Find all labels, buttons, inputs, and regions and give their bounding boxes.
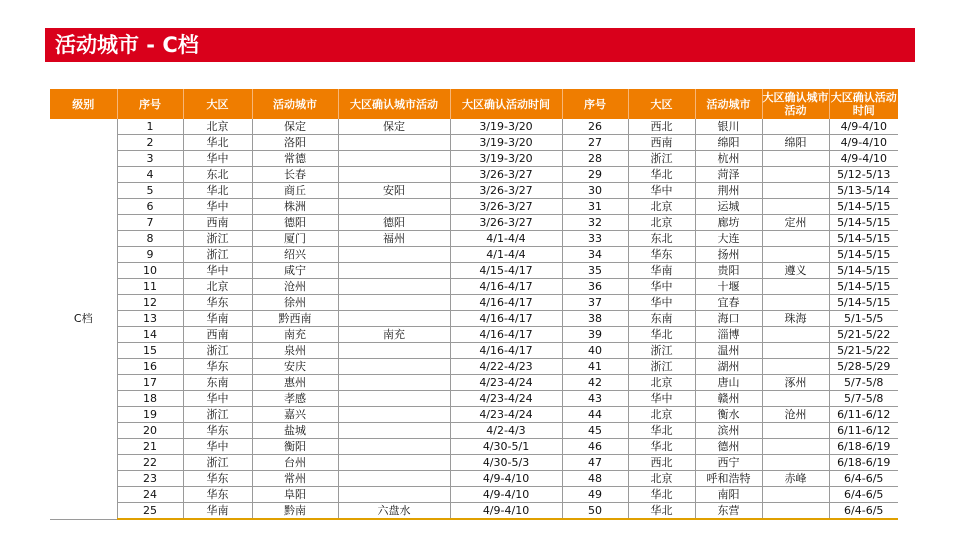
cell-city: 长春	[252, 167, 338, 183]
cell-index: 5	[117, 183, 183, 199]
cell-region-2: 华北	[628, 327, 695, 343]
cell-region: 华东	[183, 487, 252, 503]
cell-index-2: 40	[562, 343, 628, 359]
cell-region-2: 华南	[628, 263, 695, 279]
header-confirmed-city: 大区确认城市活动	[338, 89, 450, 119]
cell-index: 23	[117, 471, 183, 487]
cell-index: 19	[117, 407, 183, 423]
cell-confirmed-city-2: 沧州	[762, 407, 829, 423]
table-row	[50, 311, 898, 327]
cell-confirmed-time: 4/2-4/3	[450, 423, 562, 439]
cell-confirmed-city-2: 绵阳	[762, 135, 829, 151]
cell-city: 沧州	[252, 279, 338, 295]
cell-confirmed-time: 4/16-4/17	[450, 343, 562, 359]
cell-index-2: 44	[562, 407, 628, 423]
cell-index: 21	[117, 439, 183, 455]
cell-city: 南充	[252, 327, 338, 343]
tier-cell: C档	[50, 119, 117, 519]
cell-region: 浙江	[183, 455, 252, 471]
cell-index-2: 45	[562, 423, 628, 439]
cell-region-2: 东南	[628, 311, 695, 327]
cell-index: 7	[117, 215, 183, 231]
cell-region-2: 华北	[628, 439, 695, 455]
cell-confirmed-time-2: 6/4-6/5	[829, 503, 898, 520]
table-row	[50, 439, 898, 455]
cell-city-2: 德州	[695, 439, 762, 455]
cell-index-2: 50	[562, 503, 628, 520]
cell-region-2: 西北	[628, 119, 695, 135]
table-row	[50, 487, 898, 503]
cell-confirmed-city-2: 定州	[762, 215, 829, 231]
cell-confirmed-time-2: 4/9-4/10	[829, 135, 898, 151]
cell-city: 徐州	[252, 295, 338, 311]
cell-confirmed-city-2: 珠海	[762, 311, 829, 327]
header-city-2: 活动城市	[695, 89, 762, 119]
cell-confirmed-city-2	[762, 439, 829, 455]
cell-city: 绍兴	[252, 247, 338, 263]
cell-confirmed-time-2: 5/21-5/22	[829, 343, 898, 359]
cell-region-2: 华中	[628, 295, 695, 311]
cell-city-2: 西宁	[695, 455, 762, 471]
cell-index: 16	[117, 359, 183, 375]
table-row	[50, 247, 898, 263]
cell-confirmed-city-2	[762, 183, 829, 199]
cell-city-2: 扬州	[695, 247, 762, 263]
cell-confirmed-time-2: 4/9-4/10	[829, 119, 898, 135]
cell-confirmed-city-2	[762, 455, 829, 471]
cell-city: 孝感	[252, 391, 338, 407]
cell-confirmed-city: 德阳	[338, 215, 450, 231]
cell-index-2: 48	[562, 471, 628, 487]
cell-confirmed-time-2: 6/11-6/12	[829, 423, 898, 439]
cell-city-2: 衡水	[695, 407, 762, 423]
cell-index-2: 31	[562, 199, 628, 215]
cell-region: 北京	[183, 119, 252, 135]
cell-index: 18	[117, 391, 183, 407]
cell-confirmed-city	[338, 199, 450, 215]
page-title: 活动城市 - C档	[55, 33, 199, 57]
cell-confirmed-city-2	[762, 503, 829, 520]
cell-index: 2	[117, 135, 183, 151]
cell-region-2: 北京	[628, 199, 695, 215]
cell-index: 20	[117, 423, 183, 439]
cell-confirmed-time-2: 5/28-5/29	[829, 359, 898, 375]
cell-index-2: 33	[562, 231, 628, 247]
table-row	[50, 231, 898, 247]
cell-region-2: 浙江	[628, 343, 695, 359]
header-region-2: 大区	[628, 89, 695, 119]
cell-index-2: 43	[562, 391, 628, 407]
cell-confirmed-city	[338, 439, 450, 455]
cell-confirmed-time-2: 5/21-5/22	[829, 327, 898, 343]
cell-region: 东南	[183, 375, 252, 391]
cell-confirmed-time-2: 5/14-5/15	[829, 231, 898, 247]
cell-confirmed-time: 4/16-4/17	[450, 311, 562, 327]
cell-confirmed-city	[338, 135, 450, 151]
cell-city: 保定	[252, 119, 338, 135]
cell-confirmed-time-2: 6/4-6/5	[829, 471, 898, 487]
cell-index-2: 29	[562, 167, 628, 183]
cell-city-2: 贵阳	[695, 263, 762, 279]
cell-city-2: 大连	[695, 231, 762, 247]
cell-region: 华南	[183, 503, 252, 520]
cell-confirmed-time: 4/22-4/23	[450, 359, 562, 375]
cell-index: 13	[117, 311, 183, 327]
table-body	[50, 119, 898, 519]
cell-region: 浙江	[183, 247, 252, 263]
cell-confirmed-city-2	[762, 343, 829, 359]
cell-confirmed-time: 4/16-4/17	[450, 327, 562, 343]
cell-city: 黔南	[252, 503, 338, 520]
cell-city: 惠州	[252, 375, 338, 391]
cell-index: 3	[117, 151, 183, 167]
cell-index: 11	[117, 279, 183, 295]
cell-confirmed-city	[338, 279, 450, 295]
cell-confirmed-time-2: 5/14-5/15	[829, 263, 898, 279]
cell-confirmed-time-2: 6/11-6/12	[829, 407, 898, 423]
cell-confirmed-city: 保定	[338, 119, 450, 135]
header-index-2: 序号	[562, 89, 628, 119]
cell-confirmed-time: 4/23-4/24	[450, 391, 562, 407]
cell-confirmed-time: 4/30-5/1	[450, 439, 562, 455]
cell-city-2: 杭州	[695, 151, 762, 167]
cell-region: 华中	[183, 199, 252, 215]
cell-confirmed-time: 3/26-3/27	[450, 183, 562, 199]
cell-confirmed-time: 4/1-4/4	[450, 231, 562, 247]
cell-confirmed-time-2: 5/7-5/8	[829, 391, 898, 407]
cell-city: 衡阳	[252, 439, 338, 455]
cell-confirmed-time: 4/16-4/17	[450, 295, 562, 311]
header-city: 活动城市	[252, 89, 338, 119]
table-row	[50, 119, 898, 135]
table-row	[50, 279, 898, 295]
table-row	[50, 199, 898, 215]
cell-city: 安庆	[252, 359, 338, 375]
cell-city-2: 宜春	[695, 295, 762, 311]
header-confirmed-time-2: 大区确认活动时间	[830, 91, 897, 117]
table-row	[50, 151, 898, 167]
cell-confirmed-time: 3/19-3/20	[450, 135, 562, 151]
cell-confirmed-city	[338, 247, 450, 263]
cell-index-2: 35	[562, 263, 628, 279]
cell-city-2: 湖州	[695, 359, 762, 375]
cell-region-2: 北京	[628, 471, 695, 487]
cell-confirmed-city	[338, 487, 450, 503]
cell-region: 华中	[183, 263, 252, 279]
cell-region: 华北	[183, 135, 252, 151]
cell-confirmed-city-2	[762, 279, 829, 295]
cell-city-2: 廊坊	[695, 215, 762, 231]
cell-region-2: 华北	[628, 503, 695, 520]
cell-index: 14	[117, 327, 183, 343]
cell-region: 北京	[183, 279, 252, 295]
cell-region-2: 北京	[628, 375, 695, 391]
cell-index-2: 38	[562, 311, 628, 327]
cell-city: 株洲	[252, 199, 338, 215]
cell-city-2: 呼和浩特	[695, 471, 762, 487]
table-row	[50, 343, 898, 359]
cell-index: 10	[117, 263, 183, 279]
cell-region: 华中	[183, 151, 252, 167]
table-row	[50, 183, 898, 199]
cell-confirmed-time: 4/23-4/24	[450, 407, 562, 423]
cell-confirmed-city-2	[762, 119, 829, 135]
table-row	[50, 215, 898, 231]
cell-confirmed-city-2	[762, 151, 829, 167]
cell-city: 台州	[252, 455, 338, 471]
cell-confirmed-time: 3/19-3/20	[450, 151, 562, 167]
cell-region-2: 西南	[628, 135, 695, 151]
cell-confirmed-city-2	[762, 391, 829, 407]
header-row	[50, 89, 898, 119]
cell-city: 厦门	[252, 231, 338, 247]
cell-city: 阜阳	[252, 487, 338, 503]
cell-region: 浙江	[183, 231, 252, 247]
cell-index: 6	[117, 199, 183, 215]
cell-region: 东北	[183, 167, 252, 183]
cell-index-2: 37	[562, 295, 628, 311]
cell-index-2: 42	[562, 375, 628, 391]
cell-index-2: 32	[562, 215, 628, 231]
cell-city: 常德	[252, 151, 338, 167]
cell-region: 浙江	[183, 343, 252, 359]
cell-city-2: 绵阳	[695, 135, 762, 151]
cell-confirmed-city-2	[762, 295, 829, 311]
table-row	[50, 327, 898, 343]
cell-region: 华北	[183, 183, 252, 199]
cell-confirmed-time-2: 6/18-6/19	[829, 455, 898, 471]
cell-confirmed-city: 六盘水	[338, 503, 450, 520]
cell-index: 4	[117, 167, 183, 183]
cell-index-2: 26	[562, 119, 628, 135]
cell-confirmed-city	[338, 359, 450, 375]
cell-region: 华东	[183, 359, 252, 375]
cell-confirmed-time: 4/16-4/17	[450, 279, 562, 295]
cell-city-2: 温州	[695, 343, 762, 359]
cell-region-2: 华中	[628, 183, 695, 199]
cell-region: 华南	[183, 311, 252, 327]
header-index: 序号	[117, 89, 183, 119]
cell-region-2: 浙江	[628, 151, 695, 167]
cell-city: 商丘	[252, 183, 338, 199]
cell-region: 华东	[183, 471, 252, 487]
cell-confirmed-time-2: 4/9-4/10	[829, 151, 898, 167]
header-tier: 级别	[50, 89, 117, 119]
cell-confirmed-time: 4/15-4/17	[450, 263, 562, 279]
cell-city: 泉州	[252, 343, 338, 359]
cell-confirmed-city	[338, 391, 450, 407]
cell-city-2: 银川	[695, 119, 762, 135]
cell-city-2: 菏泽	[695, 167, 762, 183]
cell-index-2: 41	[562, 359, 628, 375]
cell-region-2: 东北	[628, 231, 695, 247]
cell-confirmed-time: 4/23-4/24	[450, 375, 562, 391]
cell-city: 盐城	[252, 423, 338, 439]
cell-index: 15	[117, 343, 183, 359]
cell-confirmed-city-2: 涿州	[762, 375, 829, 391]
cell-city-2: 淄博	[695, 327, 762, 343]
cell-index: 24	[117, 487, 183, 503]
cell-index: 9	[117, 247, 183, 263]
cell-confirmed-city	[338, 375, 450, 391]
cell-index-2: 47	[562, 455, 628, 471]
cell-region: 华中	[183, 439, 252, 455]
cell-city-2: 海口	[695, 311, 762, 327]
cell-confirmed-city	[338, 167, 450, 183]
cell-confirmed-time: 3/26-3/27	[450, 199, 562, 215]
cell-index-2: 46	[562, 439, 628, 455]
cell-city-2: 赣州	[695, 391, 762, 407]
table-row	[50, 407, 898, 423]
cell-city-2: 运城	[695, 199, 762, 215]
table-row	[50, 167, 898, 183]
cell-city: 黔西南	[252, 311, 338, 327]
cell-confirmed-city-2	[762, 167, 829, 183]
cell-city-2: 唐山	[695, 375, 762, 391]
cell-confirmed-time: 4/9-4/10	[450, 471, 562, 487]
header-region: 大区	[183, 89, 252, 119]
cell-city: 常州	[252, 471, 338, 487]
table-row	[50, 503, 898, 520]
cell-confirmed-time: 3/26-3/27	[450, 167, 562, 183]
cell-confirmed-city	[338, 295, 450, 311]
cell-confirmed-city-2	[762, 247, 829, 263]
cell-confirmed-city: 南充	[338, 327, 450, 343]
cell-confirmed-city-2	[762, 487, 829, 503]
cell-region-2: 华北	[628, 423, 695, 439]
cell-index: 12	[117, 295, 183, 311]
cell-region-2: 华中	[628, 279, 695, 295]
cell-confirmed-city-2: 赤峰	[762, 471, 829, 487]
cell-confirmed-city	[338, 471, 450, 487]
cell-index-2: 34	[562, 247, 628, 263]
cell-city: 洛阳	[252, 135, 338, 151]
cell-confirmed-city	[338, 455, 450, 471]
cell-confirmed-city: 安阳	[338, 183, 450, 199]
cell-index-2: 36	[562, 279, 628, 295]
cell-region-2: 西北	[628, 455, 695, 471]
table-row	[50, 135, 898, 151]
cell-region-2: 华中	[628, 391, 695, 407]
cell-region-2: 华北	[628, 487, 695, 503]
cell-city-2: 荆州	[695, 183, 762, 199]
cell-region-2: 浙江	[628, 359, 695, 375]
cell-confirmed-city	[338, 407, 450, 423]
cell-confirmed-city-2	[762, 231, 829, 247]
cell-confirmed-city-2	[762, 199, 829, 215]
cell-region: 西南	[183, 327, 252, 343]
table-row	[50, 359, 898, 375]
cell-city-2: 东营	[695, 503, 762, 520]
cell-region-2: 北京	[628, 215, 695, 231]
table-row	[50, 455, 898, 471]
cell-region-2: 华东	[628, 247, 695, 263]
cell-confirmed-time-2: 6/18-6/19	[829, 439, 898, 455]
header-confirmed-city-2: 大区确认城市活动	[762, 91, 829, 117]
cell-index-2: 28	[562, 151, 628, 167]
city-table	[50, 89, 898, 520]
cell-index-2: 30	[562, 183, 628, 199]
cell-confirmed-city	[338, 343, 450, 359]
cell-index: 1	[117, 119, 183, 135]
cell-confirmed-time: 3/19-3/20	[450, 119, 562, 135]
cell-confirmed-time-2: 5/14-5/15	[829, 279, 898, 295]
cell-confirmed-time-2: 5/1-5/5	[829, 311, 898, 327]
cell-confirmed-time-2: 6/4-6/5	[829, 487, 898, 503]
cell-confirmed-time: 4/1-4/4	[450, 247, 562, 263]
cell-confirmed-city	[338, 423, 450, 439]
header-confirmed-time: 大区确认活动时间	[450, 89, 562, 119]
cell-confirmed-time-2: 5/7-5/8	[829, 375, 898, 391]
cell-confirmed-time: 4/9-4/10	[450, 487, 562, 503]
cell-index: 17	[117, 375, 183, 391]
cell-confirmed-time-2: 5/12-5/13	[829, 167, 898, 183]
cell-confirmed-city-2	[762, 327, 829, 343]
table-row	[50, 375, 898, 391]
cell-confirmed-time-2: 5/13-5/14	[829, 183, 898, 199]
cell-index-2: 39	[562, 327, 628, 343]
cell-index: 8	[117, 231, 183, 247]
title-bar	[45, 28, 915, 62]
cell-city: 嘉兴	[252, 407, 338, 423]
table-row	[50, 471, 898, 487]
cell-confirmed-time: 4/30-5/3	[450, 455, 562, 471]
cell-city-2: 南阳	[695, 487, 762, 503]
cell-index-2: 49	[562, 487, 628, 503]
cell-region: 华东	[183, 423, 252, 439]
cell-index: 25	[117, 503, 183, 520]
table-row	[50, 391, 898, 407]
cell-confirmed-time: 3/26-3/27	[450, 215, 562, 231]
cell-city-2: 十堰	[695, 279, 762, 295]
cell-confirmed-city-2	[762, 359, 829, 375]
cell-index-2: 27	[562, 135, 628, 151]
cell-region: 华东	[183, 295, 252, 311]
cell-region-2: 北京	[628, 407, 695, 423]
table-row	[50, 423, 898, 439]
cell-city: 咸宁	[252, 263, 338, 279]
cell-confirmed-city	[338, 263, 450, 279]
cell-confirmed-time-2: 5/14-5/15	[829, 199, 898, 215]
cell-index: 22	[117, 455, 183, 471]
cell-city-2: 滨州	[695, 423, 762, 439]
cell-confirmed-time-2: 5/14-5/15	[829, 215, 898, 231]
cell-confirmed-city-2: 遵义	[762, 263, 829, 279]
cell-city: 德阳	[252, 215, 338, 231]
cell-confirmed-time-2: 5/14-5/15	[829, 247, 898, 263]
cell-confirmed-city	[338, 151, 450, 167]
cell-confirmed-time: 4/9-4/10	[450, 503, 562, 520]
cell-region: 华中	[183, 391, 252, 407]
cell-confirmed-city: 福州	[338, 231, 450, 247]
table-row	[50, 295, 898, 311]
cell-confirmed-city-2	[762, 423, 829, 439]
cell-region-2: 华北	[628, 167, 695, 183]
cell-region: 浙江	[183, 407, 252, 423]
cell-confirmed-time-2: 5/14-5/15	[829, 295, 898, 311]
table-row	[50, 263, 898, 279]
cell-region: 西南	[183, 215, 252, 231]
cell-confirmed-city	[338, 311, 450, 327]
